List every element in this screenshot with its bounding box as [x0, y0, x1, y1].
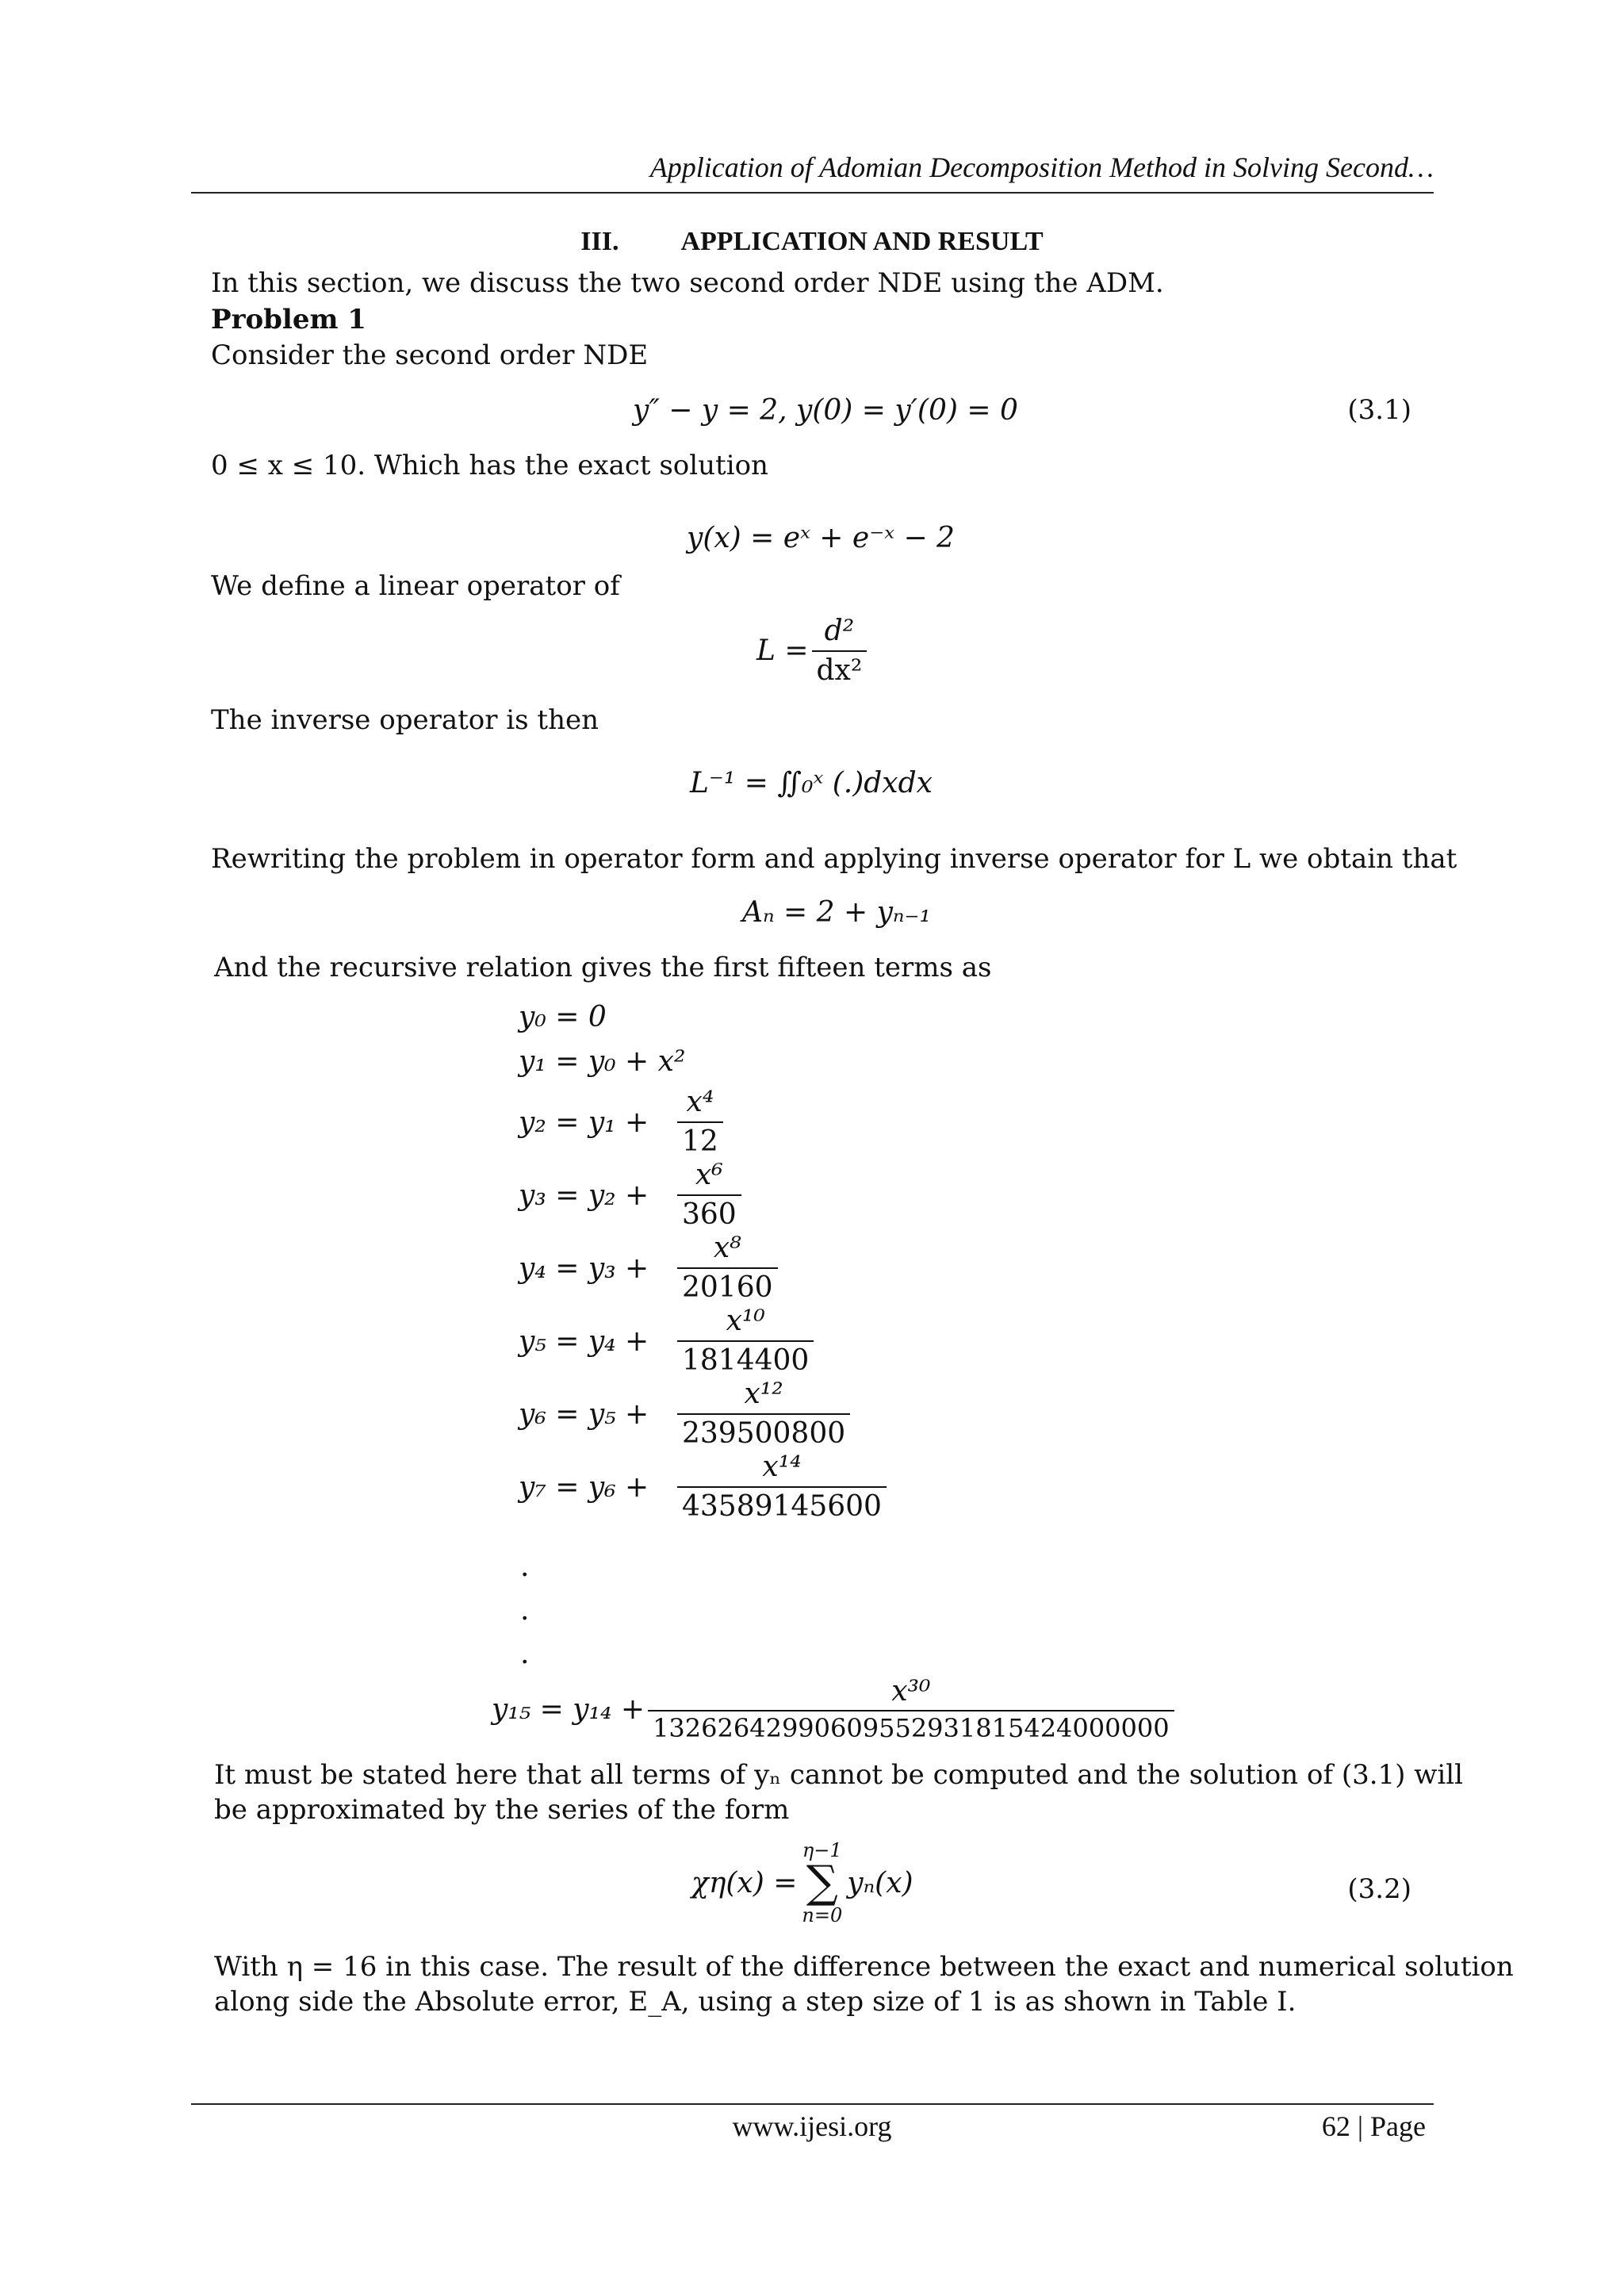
section-title: APPLICATION AND RESULT [680, 227, 1044, 256]
recursion-y6-num: x¹² [744, 1378, 783, 1411]
stated-text-line-1: It must be stated here that all terms of yₙ cannot be computed and the solution of (3.1) will [214, 1759, 1463, 1791]
inverse-operator-text: The inverse operator is then [211, 704, 599, 736]
ellipsis-dot-1: . [520, 1550, 530, 1583]
consider-text: Consider the second order NDE [211, 339, 649, 371]
recursion-y5 [492, 1305, 817, 1377]
recursion-y15-fraction [648, 1676, 1174, 1743]
recursion-y7-num: x¹⁴ [762, 1451, 802, 1484]
operator-L-numerator: d² [824, 615, 855, 647]
section-heading [0, 227, 1624, 257]
recursion-y6-fraction [677, 1378, 850, 1449]
stated-text-line-2: be approximated by the series of the form [214, 1794, 790, 1826]
recursion-y5-num: x¹⁰ [726, 1305, 765, 1338]
recursion-y7-fraction [677, 1451, 887, 1522]
recursion-y6-den: 239500800 [677, 1413, 850, 1450]
summation-upper-limit: η−1 [802, 1839, 842, 1861]
exact-solution: y(x) = eˣ + e⁻ˣ − 2 [687, 522, 955, 554]
operator-L-denominator: dx² [812, 650, 868, 687]
domain-text: 0 ≤ x ≤ 10. Which has the exact solution [211, 450, 768, 481]
footer-rule [191, 2103, 1434, 2105]
footer-page-number: 62 | Page [1321, 2110, 1426, 2142]
recursion-y3-fraction [677, 1159, 741, 1230]
recursion-y2-num: x⁴ [686, 1086, 714, 1119]
header-rule [191, 192, 1434, 194]
recursion-y15-den: 13262642990609552931815424000000 [648, 1710, 1174, 1742]
recursion-y0: y₀ = 0 [519, 1001, 607, 1033]
recursion-y4-lhs: y₄ = y₃ + [519, 1251, 649, 1285]
operator-L [756, 615, 870, 686]
recursion-y2-den: 12 [677, 1121, 723, 1158]
recursion-y7-lhs: y₇ = y₆ + [519, 1470, 649, 1504]
recursion-y4-fraction [677, 1232, 778, 1303]
recursion-y5-lhs: y₅ = y₄ + [519, 1324, 649, 1358]
equation-3-2-rhs: yₙ(x) [847, 1866, 914, 1899]
equation-number-3-1: (3.1) [1347, 394, 1411, 426]
equation-3-2 [691, 1840, 914, 1926]
recursion-y5-den: 1814400 [677, 1340, 814, 1377]
recursion-y7-den: 43589145600 [677, 1486, 887, 1523]
with-eta-text-line-1: With η = 16 in this case. The result of the difference between the exact and numerical solution [214, 1951, 1514, 1983]
operator-L-fraction [812, 615, 868, 686]
recursion-y4-num: x⁸ [713, 1232, 741, 1265]
summation-sigma: ∑ [806, 1857, 838, 1909]
ellipsis-dot-2: . [520, 1594, 530, 1627]
recursion-y3-den: 360 [677, 1194, 741, 1231]
footer-website: www.ijesi.org [732, 2110, 892, 2142]
recursion-y2 [492, 1087, 726, 1158]
recursion-y15 [492, 1673, 1178, 1745]
recursion-y4 [492, 1232, 781, 1304]
recursion-y4-den: 20160 [677, 1267, 778, 1304]
equation-3-2-lhs: χη(x) = [691, 1866, 798, 1899]
problem-label: Problem 1 [211, 304, 366, 335]
recursion-y5-fraction [677, 1305, 814, 1376]
recursion-y3-lhs: y₃ = y₂ + [519, 1179, 649, 1212]
equation-number-3-2: (3.2) [1347, 1873, 1411, 1905]
ellipsis-dot-3: . [520, 1638, 530, 1670]
operator-L-lhs: L = [756, 634, 809, 668]
recursion-y6-lhs: y₆ = y₅ + [519, 1397, 649, 1431]
recursion-y7 [492, 1451, 890, 1523]
recursion-y15-num: x³⁰ [891, 1674, 931, 1708]
summation [802, 1840, 842, 1926]
linear-operator-text: We define a linear operator of [211, 570, 620, 602]
recursive-text: And the recursive relation gives the first fifteen terms as [214, 952, 992, 983]
recursion-y1: y₁ = y₀ + x² [519, 1045, 686, 1078]
recursion-y15-lhs: y₁₅ = y₁₄ + [492, 1692, 645, 1726]
recursion-y2-lhs: y₂ = y₁ + [519, 1106, 649, 1139]
section-number: III. [580, 227, 619, 256]
recursion-y3 [492, 1159, 745, 1231]
with-eta-text-line-2: along side the Absolute error, E_A, using a step size of 1 is as shown in Table I. [214, 1986, 1297, 2018]
recursion-y6 [492, 1378, 853, 1450]
inverse-operator: L⁻¹ = ∬₀ˣ (.)dxdx [690, 767, 933, 799]
recursion-y2-fraction [677, 1087, 723, 1157]
intro-paragraph: In this section, we discuss the two second order NDE using the ADM. [211, 267, 1164, 299]
equation-3-1: y″ − y = 2, y(0) = y′(0) = 0 [633, 394, 1018, 427]
recursion-y3-num: x⁶ [695, 1159, 723, 1192]
running-title: Application of Adomian Decomposition Method in Solving Second… [649, 151, 1434, 183]
summation-lower-limit: n=0 [802, 1904, 843, 1927]
adomian-polynomial: Aₙ = 2 + yₙ₋₁ [742, 896, 931, 929]
rewriting-text: Rewriting the problem in operator form and applying inverse operator for L we obtain that [211, 843, 1457, 875]
